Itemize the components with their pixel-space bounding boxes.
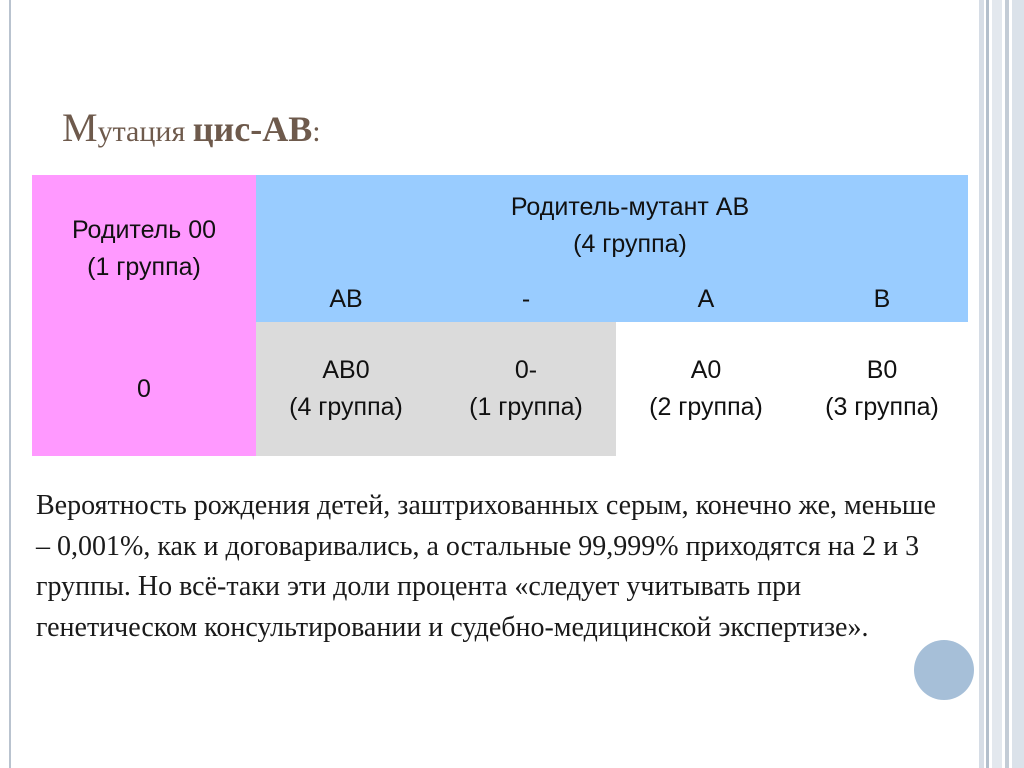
slide-frame-right-band — [992, 0, 1002, 768]
offspring-genotype: АВ0 — [322, 356, 370, 384]
title-rest: утация — [97, 115, 193, 148]
slide-frame-left-line — [9, 0, 11, 768]
cross-table — [32, 175, 968, 456]
offspring-cell — [616, 322, 796, 456]
slide-frame-right-band — [986, 0, 989, 768]
header-parent-mutant-line1: Родитель-мутант АВ — [510, 192, 750, 221]
title-initial: М — [62, 105, 98, 150]
slide-frame-right-band — [1012, 0, 1024, 768]
header-parent-mutant — [256, 175, 968, 276]
offspring-cell — [256, 322, 436, 456]
slide-title — [62, 104, 321, 156]
offspring-group: (3 группа) — [825, 393, 939, 421]
offspring-cell — [436, 322, 616, 456]
title-colon: : — [312, 115, 321, 148]
header-parent-00-line2: (1 группа) — [87, 252, 201, 281]
slide-frame-right-band — [1005, 0, 1009, 768]
title-bold: цис-АВ — [192, 109, 313, 149]
gamete-cell: В — [796, 276, 968, 322]
gamete-cell: - — [436, 276, 616, 322]
offspring-group: (4 группа) — [289, 393, 403, 421]
offspring-group: (1 группа) — [469, 393, 583, 421]
offspring-genotype: А0 — [690, 356, 722, 384]
header-parent-mutant-line2: (4 группа) — [573, 229, 687, 258]
header-parent-00-line1: Родитель 00 — [71, 215, 217, 244]
decorative-circle — [914, 640, 974, 700]
gamete-cell: А — [616, 276, 796, 322]
explanation-paragraph: Вероятность рождения детей, заштрихованных серым, конечно же, меньше – 0,001%, как и договаривались, а остальные 99,999% приходятся на 2 и 3 группы. Но всё-таки эти доли процента «следует учитывать при генетическом консультировании и судебно-медицинской экспертизе». — [36, 490, 936, 643]
slide-frame-right-band — [979, 0, 984, 768]
offspring-genotype: 0- — [514, 356, 538, 384]
header-parent-00 — [32, 175, 256, 322]
offspring-genotype: В0 — [866, 356, 898, 384]
offspring-group: (2 группа) — [649, 393, 763, 421]
gamete-cell: АВ — [256, 276, 436, 322]
offspring-cell — [796, 322, 968, 456]
row-label-0: 0 — [32, 322, 256, 456]
